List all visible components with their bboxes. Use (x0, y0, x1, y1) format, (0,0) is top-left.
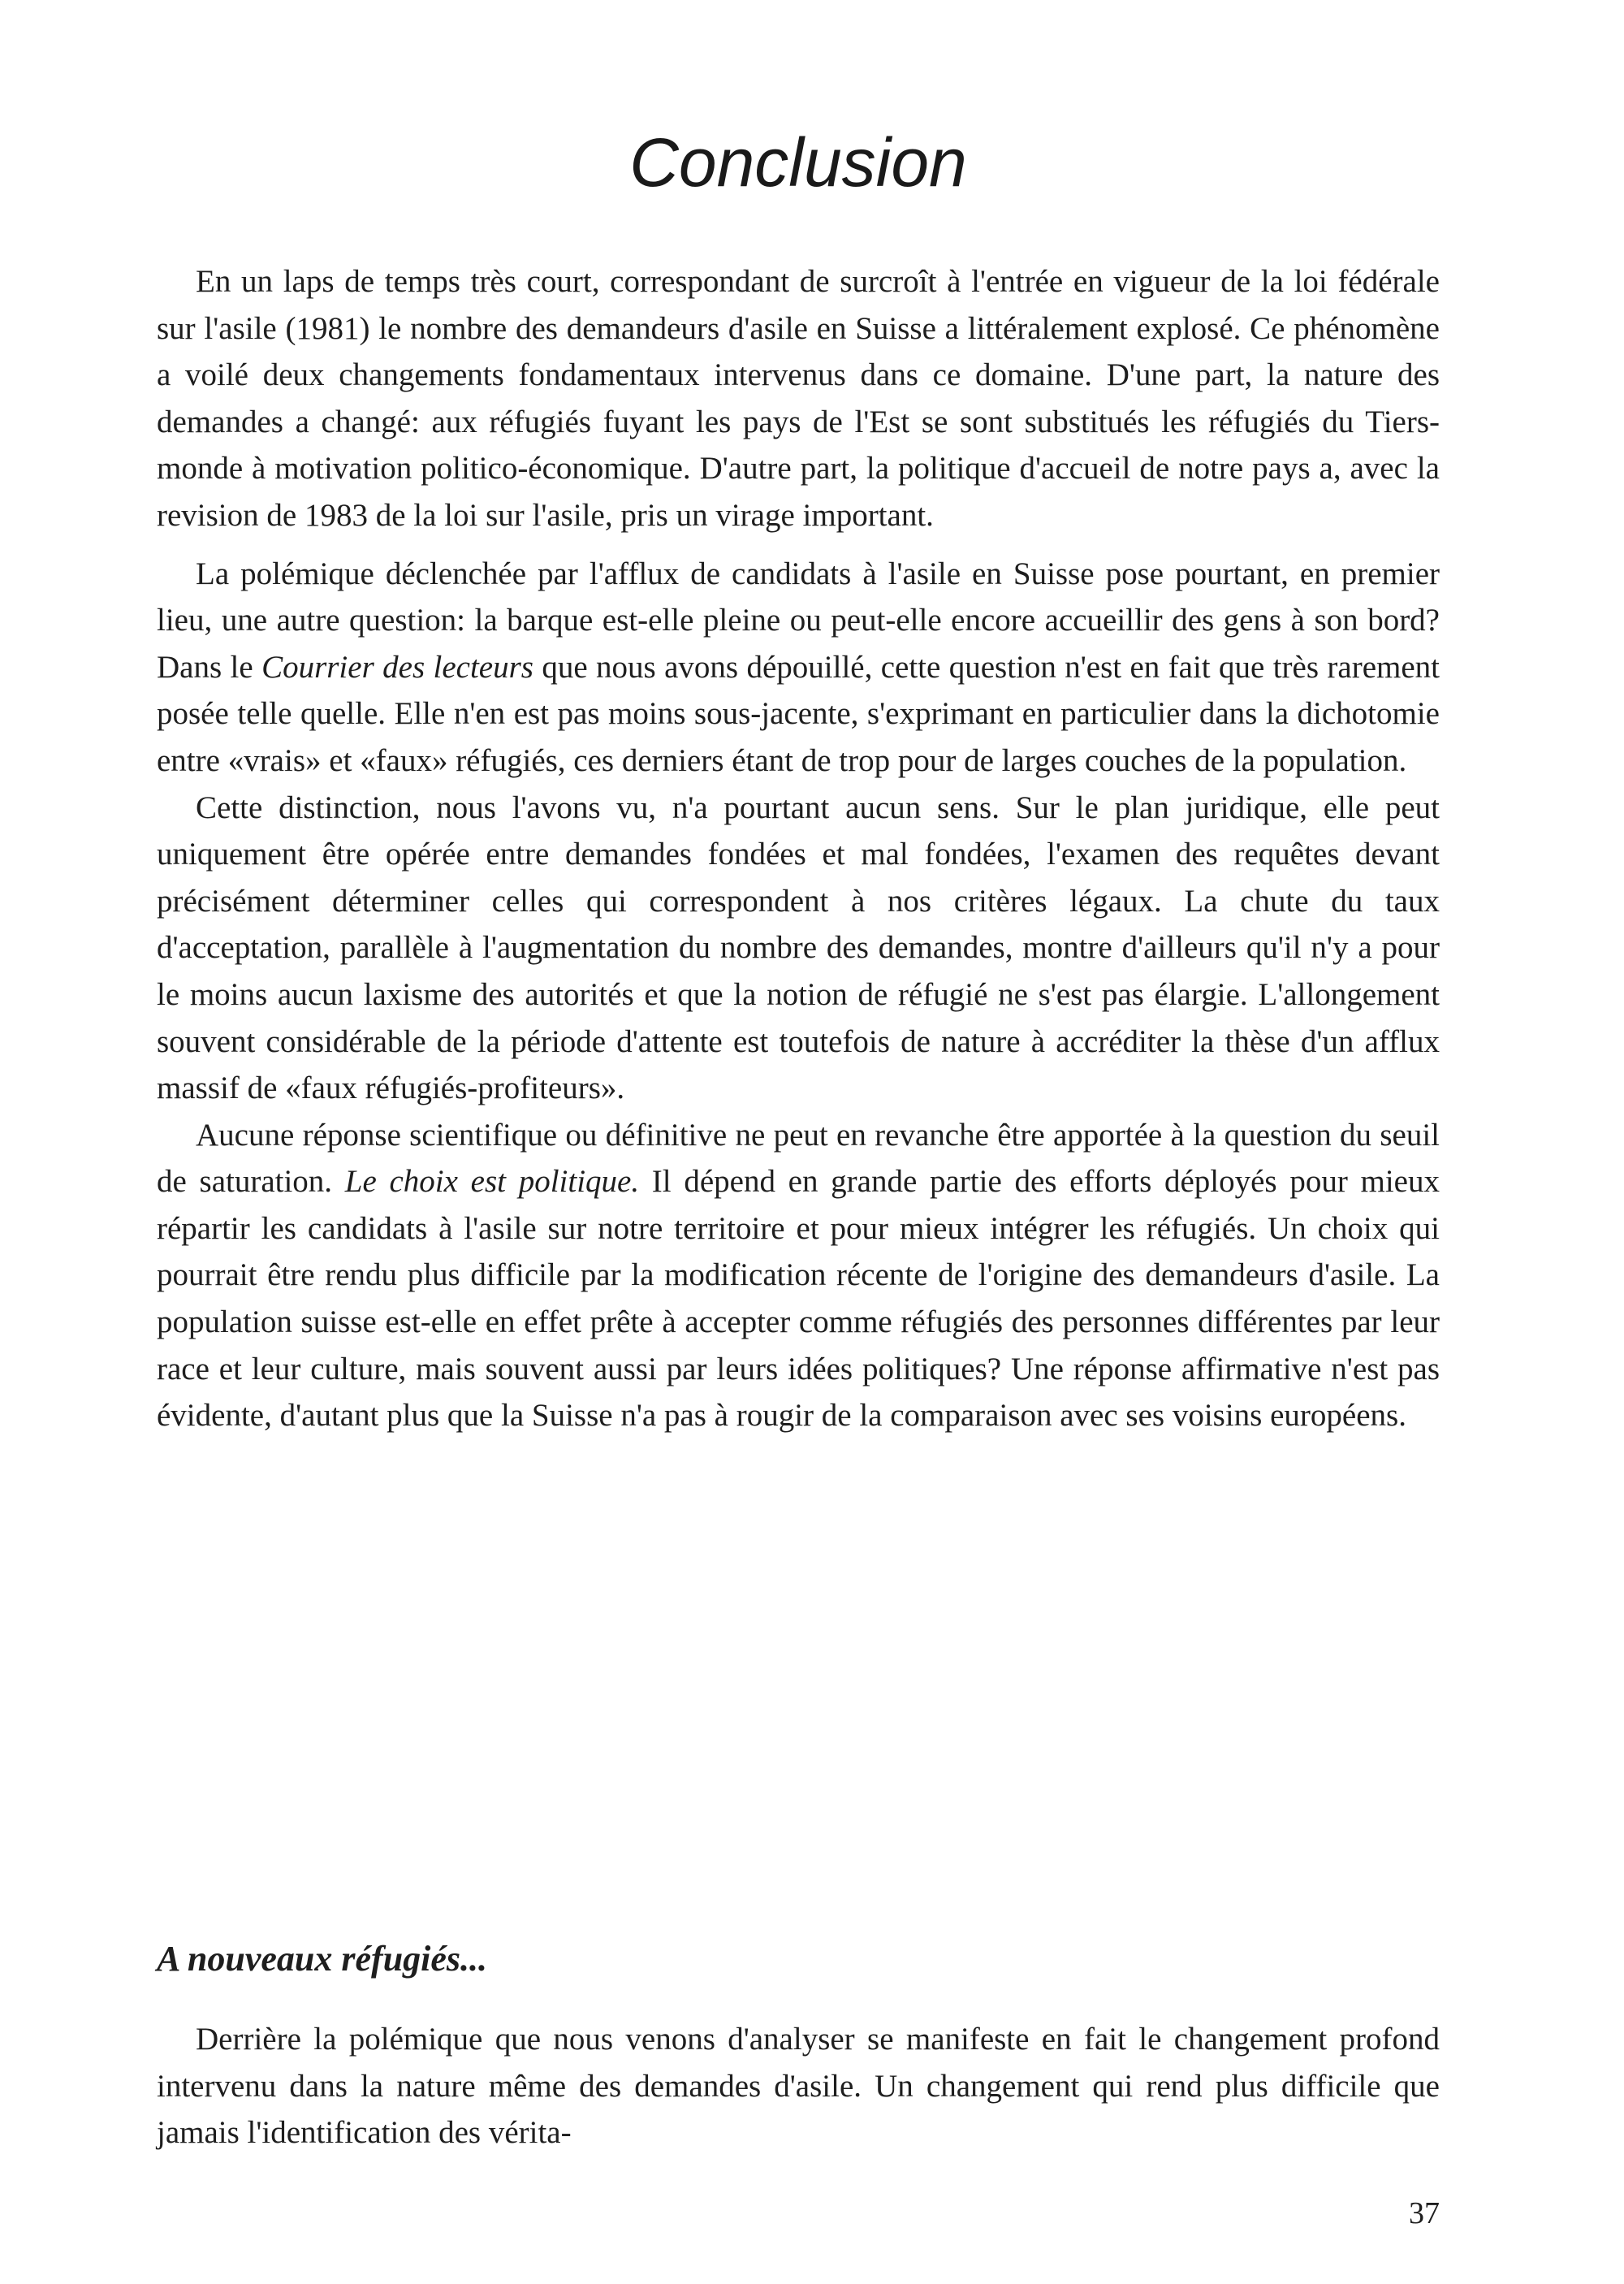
paragraph-2 (157, 551, 1440, 785)
paragraph-2-text-before: La polémique déclenchée par l'afflux de candidats à l'asile en Suisse pose pourtant, en premier lieu, une autre question: la barque est-elle pleine ou peut-elle encore accueillir des gens à son bord? Dans le (157, 556, 1440, 685)
section-paragraph: Derrière la polémique que nous venons d'analyser se manifeste en fait le changement profond intervenu dans la nature même des demandes d'asile. Un changement qui rend plus difficile que jamais l'identification des vérita- (157, 2022, 1440, 2151)
section-heading: A nouveaux réfugiés... (157, 1939, 488, 1979)
paragraph-2-italic-title: Courrier des lecteurs (261, 649, 533, 685)
page-title: Conclusion (629, 124, 967, 201)
paragraph-3: Cette distinction, nous l'avons vu, n'a pourtant aucun sens. Sur le plan juridique, elle peut uniquement être opérée entre demandes fondées et mal fondées, l'examen des requêtes devant précisément déterminer celles qui correspondent à nos critères légaux. La chute du taux d'acceptation, parallèle à l'augmentation du nombre des demandes, montre d'ailleurs qu'il n'y a pour le moins aucun laxisme des autorités et que la notion de réfugié ne s'est pas élargie. L'allongement souvent considérable de la période d'attente est toutefois de nature à accréditer la thèse d'un afflux massif de «faux réfugiés-profiteurs». (157, 789, 1440, 1106)
paragraph-4-text-after: Il dépend en grande partie des efforts déployés pour mieux répartir les candidats à l'asile sur notre territoire et pour mieux intégrer les réfugiés. Un choix qui pourrait être rendu plus difficile par la modification récente de l'origine des demandeurs d'asile. La population suisse est-elle en effet prête à accepter comme réfugiés des personnes différentes par leur race et leur culture, mais souvent aussi par leurs idées politiques? Une réponse affirmative n'est pas évidente, d'autant plus que la Suisse n'a pas à rougir de la comparaison avec ses voisins européens. (157, 1164, 1440, 1434)
paragraph-4-italic-emphasis: Le choix est politique. (344, 1164, 640, 1200)
paragraph-2-text-after: que nous avons dépouillé, cette question n'est en fait que très rarement posée telle quelle. Elle n'en est pas moins sous-jacente, s'exprimant en particulier dans la dichotomie entre «vrais» et «faux» réfugiés, ces derniers étant de trop pour de larges couches de la population. (157, 649, 1440, 778)
conclusion-body (157, 258, 1440, 1439)
paragraph-4 (157, 1112, 1440, 1439)
section-body (157, 2016, 1440, 2156)
paragraph-1: En un laps de temps très court, correspondant de surcroît à l'entrée en vigueur de la loi fédérale sur l'asile (1981) le nombre des demandeurs d'asile en Suisse a littéralement explosé. Ce phénomène a voilé deux changements fondamentaux intervenus dans ce domaine. D'une part, la nature des demandes a changé: aux réfugiés fuyant les pays de l'Est se sont substitués les réfugiés du Tiers-monde à motivation politico-économique. D'autre part, la politique d'accueil de notre pays a, avec la revision de 1983 de la loi sur l'asile, pris un virage important. (157, 264, 1440, 533)
document-page (157, 0, 1440, 2284)
page-number: 37 (1409, 2196, 1440, 2230)
paragraph-4-text-before: Aucune réponse scientifique ou définitive ne peut en revanche être apportée à la question du seuil de saturation. (157, 1117, 1440, 1200)
